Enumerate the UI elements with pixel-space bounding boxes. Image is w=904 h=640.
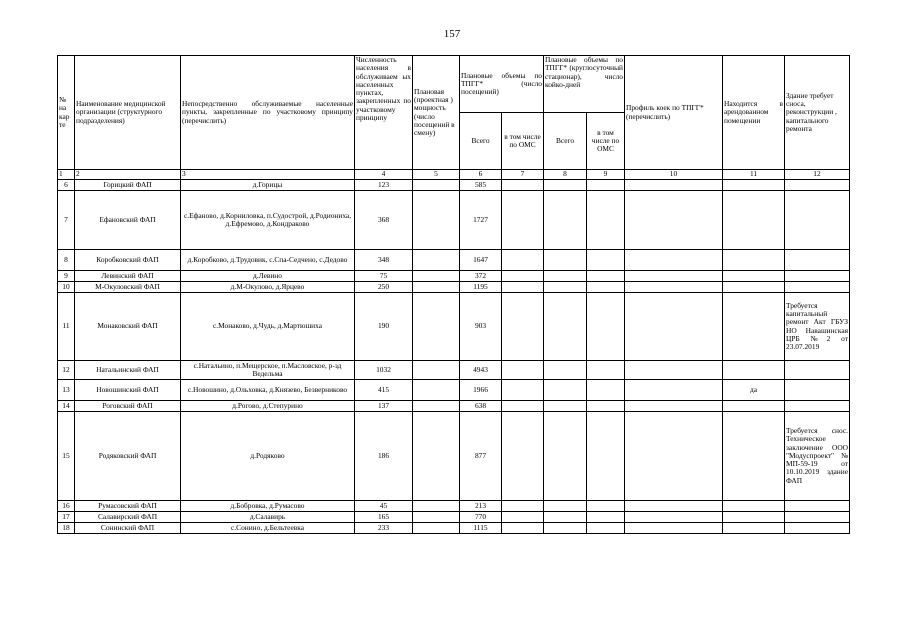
capacity xyxy=(413,512,460,523)
visits-total: 4943 xyxy=(460,361,502,380)
beds-oms xyxy=(587,250,625,271)
column-number: 3 xyxy=(181,170,355,180)
org-name: Салавирский ФАП xyxy=(75,512,181,523)
rented xyxy=(723,501,785,512)
row-number: 6 xyxy=(58,180,75,191)
capacity xyxy=(413,191,460,250)
visits-oms xyxy=(502,401,544,412)
visits-total: 1727 xyxy=(460,191,502,250)
visits-total: 770 xyxy=(460,512,502,523)
table-row xyxy=(58,271,850,282)
beds-total xyxy=(544,412,587,501)
bed-profile xyxy=(625,293,723,361)
visits-total: 1195 xyxy=(460,282,502,293)
settlements: д.Левино xyxy=(181,271,355,282)
beds-oms xyxy=(587,512,625,523)
settlements: с.Натальино, п.Мещерское, п.Масловское, р-зд Ведельма xyxy=(181,361,355,380)
bed-profile xyxy=(625,380,723,401)
rented xyxy=(723,412,785,501)
population: 137 xyxy=(355,401,413,412)
table-row xyxy=(58,180,850,191)
demolish-note xyxy=(785,501,850,512)
capacity xyxy=(413,380,460,401)
rented xyxy=(723,293,785,361)
demolish-note xyxy=(785,271,850,282)
org-name: Натальинский ФАП xyxy=(75,361,181,380)
visits-total: 638 xyxy=(460,401,502,412)
table-row xyxy=(58,380,850,401)
capacity xyxy=(413,282,460,293)
beds-total xyxy=(544,250,587,271)
table-row xyxy=(58,501,850,512)
beds-total xyxy=(544,191,587,250)
visits-oms xyxy=(502,293,544,361)
capacity xyxy=(413,401,460,412)
row-number: 18 xyxy=(58,523,75,534)
column-number: 1 xyxy=(58,170,75,180)
settlements: д.М-Окулово, д.Ярцево xyxy=(181,282,355,293)
table-row xyxy=(58,523,850,534)
demolish-note xyxy=(785,401,850,412)
column-number-row xyxy=(58,170,850,180)
demolish-note xyxy=(785,512,850,523)
capacity xyxy=(413,523,460,534)
header-rented: Находится в арендованном помещении xyxy=(723,56,785,170)
bed-profile xyxy=(625,361,723,380)
row-number: 15 xyxy=(58,412,75,501)
header-settlements: Непосредственно обслуживаемые населенные пункты, закрепленные по участковому принципу (перечислить) xyxy=(181,56,355,170)
visits-oms xyxy=(502,523,544,534)
bed-profile xyxy=(625,412,723,501)
header-org-name: Наименование медицинской организации (структурного подразделения) xyxy=(75,56,181,170)
row-number: 16 xyxy=(58,501,75,512)
visits-total: 1966 xyxy=(460,380,502,401)
column-number: 4 xyxy=(355,170,413,180)
settlements: д.Коробково, д.Трудовик, с.Спа-Седчено, с.Дедово xyxy=(181,250,355,271)
org-name: Левинский ФАП xyxy=(75,271,181,282)
population: 190 xyxy=(355,293,413,361)
header-number: № на кар те xyxy=(58,56,75,170)
rented xyxy=(723,271,785,282)
demolish-note xyxy=(785,361,850,380)
beds-total xyxy=(544,501,587,512)
capacity xyxy=(413,501,460,512)
org-name: Румасовский ФАП xyxy=(75,501,181,512)
column-number: 7 xyxy=(502,170,544,180)
visits-oms xyxy=(502,191,544,250)
visits-oms xyxy=(502,361,544,380)
column-number: 9 xyxy=(587,170,625,180)
rented xyxy=(723,180,785,191)
population: 45 xyxy=(355,501,413,512)
capacity xyxy=(413,412,460,501)
org-name: Монаковский ФАП xyxy=(75,293,181,361)
population: 250 xyxy=(355,282,413,293)
capacity xyxy=(413,293,460,361)
bed-profile xyxy=(625,501,723,512)
beds-oms xyxy=(587,191,625,250)
table-row xyxy=(58,361,850,380)
demolish-note xyxy=(785,191,850,250)
beds-total xyxy=(544,180,587,191)
visits-oms xyxy=(502,501,544,512)
visits-oms xyxy=(502,180,544,191)
beds-oms xyxy=(587,293,625,361)
capacity xyxy=(413,250,460,271)
demolish-note xyxy=(785,250,850,271)
bed-profile xyxy=(625,191,723,250)
org-name: Ефановский ФАП xyxy=(75,191,181,250)
header-beds-total: Всего xyxy=(544,113,587,170)
beds-total xyxy=(544,293,587,361)
row-number: 10 xyxy=(58,282,75,293)
rented xyxy=(723,250,785,271)
column-number: 6 xyxy=(460,170,502,180)
visits-total: 1115 xyxy=(460,523,502,534)
rented xyxy=(723,401,785,412)
row-number: 8 xyxy=(58,250,75,271)
beds-oms xyxy=(587,380,625,401)
beds-oms xyxy=(587,523,625,534)
header-visits-oms: в том числе по ОМС xyxy=(502,113,544,170)
header-bed-profile: Профиль коек по ТПГГ* (перечислить) xyxy=(625,56,723,170)
visits-oms xyxy=(502,250,544,271)
header-beds-volume: Плановые объемы по ТПГГ* (круглосуточный стационар), число койко-дней xyxy=(544,56,625,113)
demolish-note xyxy=(785,180,850,191)
org-name: Коробковский ФАП xyxy=(75,250,181,271)
visits-total: 903 xyxy=(460,293,502,361)
visits-total: 585 xyxy=(460,180,502,191)
beds-total xyxy=(544,282,587,293)
visits-oms xyxy=(502,282,544,293)
bed-profile xyxy=(625,512,723,523)
beds-oms xyxy=(587,271,625,282)
rented xyxy=(723,512,785,523)
header-beds-oms: в том числе по ОМС xyxy=(587,113,625,170)
settlements: д.Бобровка, д.Румасово xyxy=(181,501,355,512)
rented xyxy=(723,191,785,250)
population: 233 xyxy=(355,523,413,534)
bed-profile xyxy=(625,282,723,293)
settlements: д.Родяково xyxy=(181,412,355,501)
table-row xyxy=(58,412,850,501)
settlements: д.Горицы xyxy=(181,180,355,191)
rented xyxy=(723,361,785,380)
table-row xyxy=(58,512,850,523)
rented: да xyxy=(723,380,785,401)
capacity xyxy=(413,361,460,380)
beds-oms xyxy=(587,180,625,191)
org-name: Родяковский ФАП xyxy=(75,412,181,501)
visits-total: 213 xyxy=(460,501,502,512)
population: 165 xyxy=(355,512,413,523)
beds-oms xyxy=(587,412,625,501)
beds-total xyxy=(544,361,587,380)
visits-oms xyxy=(502,271,544,282)
capacity xyxy=(413,271,460,282)
population: 123 xyxy=(355,180,413,191)
org-name: М-Окуловский ФАП xyxy=(75,282,181,293)
population: 368 xyxy=(355,191,413,250)
population: 348 xyxy=(355,250,413,271)
org-name: Роговский ФАП xyxy=(75,401,181,412)
settlements: с.Монаково, д.Чудь, д.Мартюшиха xyxy=(181,293,355,361)
row-number: 11 xyxy=(58,293,75,361)
settlements: д.Салавирь xyxy=(181,512,355,523)
demolish-note xyxy=(785,282,850,293)
bed-profile xyxy=(625,401,723,412)
header-visits-total: Всего xyxy=(460,113,502,170)
beds-oms xyxy=(587,361,625,380)
row-number: 7 xyxy=(58,191,75,250)
visits-total: 877 xyxy=(460,412,502,501)
fap-table xyxy=(57,55,850,534)
page-number: 157 xyxy=(443,28,461,40)
beds-oms xyxy=(587,401,625,412)
table-row xyxy=(58,401,850,412)
population: 1032 xyxy=(355,361,413,380)
demolish-note xyxy=(785,523,850,534)
column-number: 5 xyxy=(413,170,460,180)
population: 75 xyxy=(355,271,413,282)
beds-total xyxy=(544,271,587,282)
visits-total: 1647 xyxy=(460,250,502,271)
header-visits-volume: Плановые объемы по ТПГГ* (число посещений) xyxy=(460,56,544,113)
visits-total: 372 xyxy=(460,271,502,282)
demolish-note: Требуется капитальный ремонт Акт ГБУЗ НО Навашинская ЦРБ №2 от 23.07.2019 xyxy=(785,293,850,361)
beds-total xyxy=(544,380,587,401)
row-number: 12 xyxy=(58,361,75,380)
row-number: 14 xyxy=(58,401,75,412)
column-number: 8 xyxy=(544,170,587,180)
bed-profile xyxy=(625,250,723,271)
header-demolish: Здание требует сноса, реконструкции , капитального ремонта xyxy=(785,56,850,170)
population: 415 xyxy=(355,380,413,401)
column-number: 2 xyxy=(75,170,181,180)
visits-oms xyxy=(502,380,544,401)
settlements: с.Новошино, д.Ольховка, д.Князево, Безверниково xyxy=(181,380,355,401)
population: 186 xyxy=(355,412,413,501)
beds-total xyxy=(544,512,587,523)
row-number: 13 xyxy=(58,380,75,401)
bed-profile xyxy=(625,523,723,534)
row-number: 17 xyxy=(58,512,75,523)
column-number: 10 xyxy=(625,170,723,180)
visits-oms xyxy=(502,412,544,501)
org-name: Новошинский ФАП xyxy=(75,380,181,401)
column-number: 11 xyxy=(723,170,785,180)
table-row xyxy=(58,293,850,361)
rented xyxy=(723,523,785,534)
demolish-note: Требуется снос. Техническое заключение ООО "Модуспроект" № МП-59-19 от 10.10.2019 здание ФАП xyxy=(785,412,850,501)
settlements: д.Рогово, д.Степурино xyxy=(181,401,355,412)
header-population: Численность населения в обслуживаем ых населенных пунктах, закрепленных по участковому принципу xyxy=(355,56,413,170)
demolish-note xyxy=(785,380,850,401)
table-row xyxy=(58,191,850,250)
rented xyxy=(723,282,785,293)
visits-oms xyxy=(502,512,544,523)
table-row xyxy=(58,282,850,293)
header-capacity: Плановая (проектная ) мощность (число посещений в смену) xyxy=(413,56,460,170)
beds-oms xyxy=(587,501,625,512)
settlements: с.Ефаново, д.Корниловка, п.Судострой, д.Родиониха, д.Ефремово, д.Кондраково xyxy=(181,191,355,250)
bed-profile xyxy=(625,271,723,282)
beds-oms xyxy=(587,282,625,293)
org-name: Сонинский ФАП xyxy=(75,523,181,534)
beds-total xyxy=(544,523,587,534)
column-number: 12 xyxy=(785,170,850,180)
table-row xyxy=(58,250,850,271)
capacity xyxy=(413,180,460,191)
bed-profile xyxy=(625,180,723,191)
settlements: с.Сонино, д.Бельтеевка xyxy=(181,523,355,534)
row-number: 9 xyxy=(58,271,75,282)
org-name: Горицкий ФАП xyxy=(75,180,181,191)
beds-total xyxy=(544,401,587,412)
